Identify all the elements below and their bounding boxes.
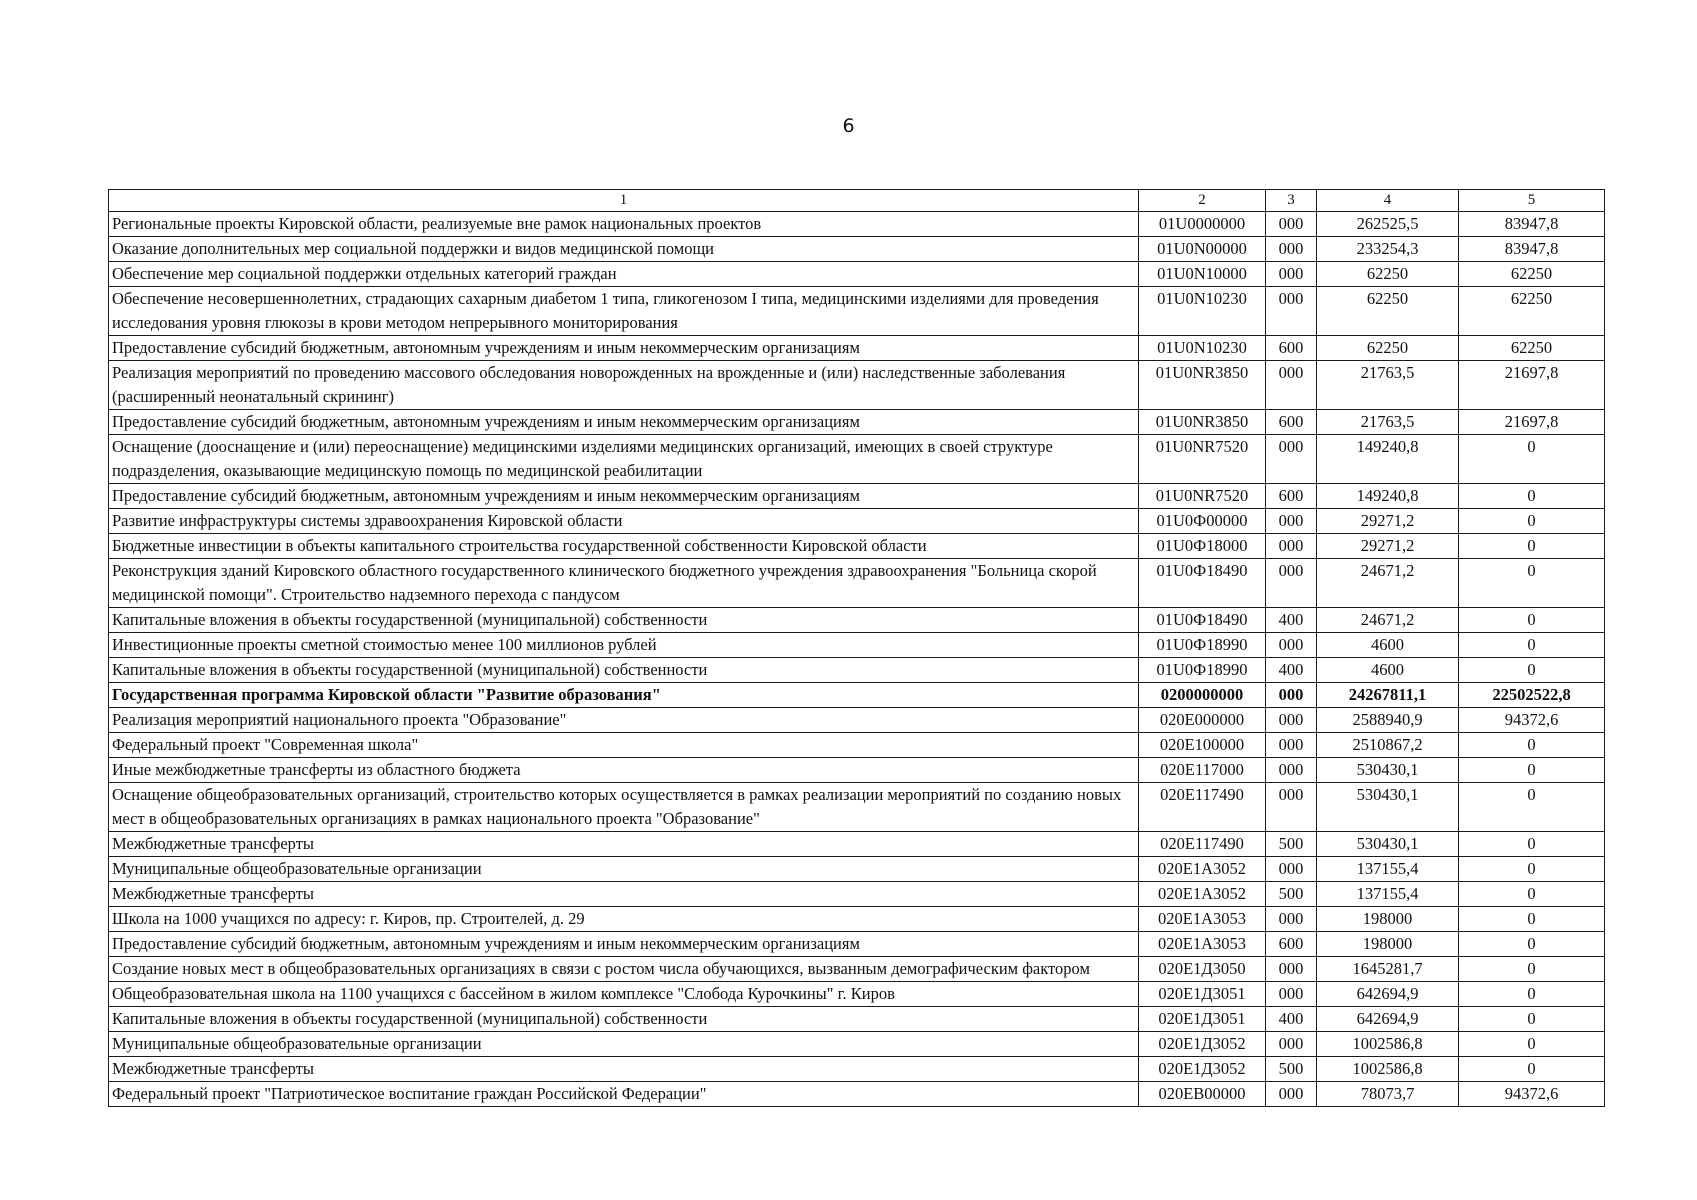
row-name-cell: Капитальные вложения в объекты государственной (муниципальной) собственности: [109, 658, 1139, 683]
row-code-cell: 020E000000: [1139, 708, 1266, 733]
row-type-cell: 000: [1266, 783, 1317, 832]
table-row: [109, 982, 1605, 1007]
row-type-cell: 400: [1266, 658, 1317, 683]
row-value-2-cell: 0: [1459, 534, 1605, 559]
row-code-cell: 020E1A3052: [1139, 857, 1266, 882]
row-value-2-cell: 0: [1459, 733, 1605, 758]
row-value-1-cell: 233254,3: [1317, 237, 1459, 262]
row-type-cell: 000: [1266, 683, 1317, 708]
table-row: [109, 435, 1605, 484]
row-name-cell: Обеспечение мер социальной поддержки отдельных категорий граждан: [109, 262, 1139, 287]
page-number: 6: [842, 115, 855, 137]
row-name-cell: Государственная программа Кировской области "Развитие образования": [109, 683, 1139, 708]
table-row: [109, 484, 1605, 509]
row-value-2-cell: 22502522,8: [1459, 683, 1605, 708]
row-value-1-cell: 21763,5: [1317, 361, 1459, 410]
row-value-2-cell: 21697,8: [1459, 361, 1605, 410]
row-value-1-cell: 21763,5: [1317, 410, 1459, 435]
row-value-1-cell: 4600: [1317, 658, 1459, 683]
row-code-cell: 01U0NR3850: [1139, 410, 1266, 435]
row-value-2-cell: 0: [1459, 608, 1605, 633]
row-type-cell: 600: [1266, 336, 1317, 361]
row-value-2-cell: 0: [1459, 957, 1605, 982]
row-type-cell: 000: [1266, 237, 1317, 262]
row-name-cell: Оснащение (дооснащение и (или) переоснащение) медицинскими изделиями медицинских организаций, имеющих в своей структуре подразделения, оказывающие медицинскую помощь по медицинской реабилитации: [109, 435, 1139, 484]
row-value-2-cell: 0: [1459, 783, 1605, 832]
row-code-cell: 0200000000: [1139, 683, 1266, 708]
table-row: [109, 783, 1605, 832]
row-value-1-cell: 78073,7: [1317, 1082, 1459, 1107]
row-code-cell: 01U0Ф18990: [1139, 658, 1266, 683]
row-type-cell: 000: [1266, 534, 1317, 559]
row-code-cell: 01U0000000: [1139, 212, 1266, 237]
row-value-1-cell: 24267811,1: [1317, 683, 1459, 708]
row-value-2-cell: 0: [1459, 509, 1605, 534]
row-type-cell: 000: [1266, 708, 1317, 733]
table-row: [109, 559, 1605, 608]
row-name-cell: Общеобразовательная школа на 1100 учащихся с бассейном в жилом комплексе "Слобода Курочкины" г. Киров: [109, 982, 1139, 1007]
row-code-cell: 01U0N00000: [1139, 237, 1266, 262]
row-name-cell: Капитальные вложения в объекты государственной (муниципальной) собственности: [109, 608, 1139, 633]
row-type-cell: 000: [1266, 857, 1317, 882]
row-value-1-cell: 642694,9: [1317, 1007, 1459, 1032]
row-value-2-cell: 0: [1459, 1007, 1605, 1032]
row-name-cell: Предоставление субсидий бюджетным, автономным учреждениям и иным некоммерческим организациям: [109, 336, 1139, 361]
row-name-cell: Муниципальные общеобразовательные организации: [109, 857, 1139, 882]
header-row: [109, 190, 1605, 212]
row-name-cell: Предоставление субсидий бюджетным, автономным учреждениям и иным некоммерческим организациям: [109, 932, 1139, 957]
row-type-cell: 000: [1266, 733, 1317, 758]
row-name-cell: Инвестиционные проекты сметной стоимостью менее 100 миллионов рублей: [109, 633, 1139, 658]
row-name-cell: Предоставление субсидий бюджетным, автономным учреждениям и иным некоммерческим организациям: [109, 484, 1139, 509]
row-type-cell: 000: [1266, 212, 1317, 237]
row-value-1-cell: 1002586,8: [1317, 1032, 1459, 1057]
row-name-cell: Создание новых мест в общеобразовательных организациях в связи с ростом числа обучающихся, вызванным демографическим фактором: [109, 957, 1139, 982]
row-type-cell: 000: [1266, 982, 1317, 1007]
table-row: [109, 1032, 1605, 1057]
table-row: [109, 758, 1605, 783]
row-value-2-cell: 0: [1459, 882, 1605, 907]
table-row: [109, 608, 1605, 633]
row-type-cell: 000: [1266, 509, 1317, 534]
table-row: [109, 907, 1605, 932]
row-value-1-cell: 1002586,8: [1317, 1057, 1459, 1082]
row-code-cell: 01U0N10230: [1139, 287, 1266, 336]
row-value-2-cell: 0: [1459, 1057, 1605, 1082]
table-row: [109, 658, 1605, 683]
column-header-2: 2: [1139, 190, 1266, 212]
table-row: [109, 1082, 1605, 1107]
row-type-cell: 400: [1266, 1007, 1317, 1032]
row-type-cell: 600: [1266, 932, 1317, 957]
table-row: [109, 262, 1605, 287]
row-name-cell: Реконструкция зданий Кировского областного государственного клинического бюджетного учреждения здравоохранения "Больница скорой медицинской помощи". Строительство надземного перехода с пандусом: [109, 559, 1139, 608]
row-type-cell: 000: [1266, 1082, 1317, 1107]
row-value-1-cell: 29271,2: [1317, 509, 1459, 534]
row-code-cell: 020E100000: [1139, 733, 1266, 758]
row-value-1-cell: 198000: [1317, 932, 1459, 957]
row-value-1-cell: 1645281,7: [1317, 957, 1459, 982]
row-value-1-cell: 2588940,9: [1317, 708, 1459, 733]
table-row: [109, 882, 1605, 907]
row-code-cell: 020E1Д3052: [1139, 1032, 1266, 1057]
column-header-3: 3: [1266, 190, 1317, 212]
row-name-cell: Предоставление субсидий бюджетным, автономным учреждениям и иным некоммерческим организациям: [109, 410, 1139, 435]
row-name-cell: Муниципальные общеобразовательные организации: [109, 1032, 1139, 1057]
table-row: [109, 857, 1605, 882]
row-value-1-cell: 149240,8: [1317, 435, 1459, 484]
table-row: [109, 534, 1605, 559]
row-type-cell: 400: [1266, 608, 1317, 633]
row-name-cell: Оказание дополнительных мер социальной поддержки и видов медицинской помощи: [109, 237, 1139, 262]
table-row: [109, 832, 1605, 857]
row-value-1-cell: 137155,4: [1317, 857, 1459, 882]
row-value-1-cell: 262525,5: [1317, 212, 1459, 237]
row-value-1-cell: 24671,2: [1317, 608, 1459, 633]
budget-table: [108, 189, 1605, 1107]
row-name-cell: Школа на 1000 учащихся по адресу: г. Киров, пр. Строителей, д. 29: [109, 907, 1139, 932]
row-name-cell: Межбюджетные трансферты: [109, 1057, 1139, 1082]
row-name-cell: Капитальные вложения в объекты государственной (муниципальной) собственности: [109, 1007, 1139, 1032]
row-value-2-cell: 0: [1459, 559, 1605, 608]
row-type-cell: 500: [1266, 1057, 1317, 1082]
row-value-2-cell: 0: [1459, 633, 1605, 658]
row-type-cell: 000: [1266, 287, 1317, 336]
row-type-cell: 000: [1266, 435, 1317, 484]
row-code-cell: 01U0N10230: [1139, 336, 1266, 361]
row-value-2-cell: 62250: [1459, 262, 1605, 287]
table-row: [109, 733, 1605, 758]
table-row: [109, 237, 1605, 262]
row-value-2-cell: 0: [1459, 484, 1605, 509]
row-type-cell: 000: [1266, 907, 1317, 932]
row-value-1-cell: 62250: [1317, 262, 1459, 287]
row-code-cell: 01U0NR3850: [1139, 361, 1266, 410]
table-row: [109, 212, 1605, 237]
row-code-cell: 020E117490: [1139, 783, 1266, 832]
row-type-cell: 000: [1266, 262, 1317, 287]
row-value-1-cell: 137155,4: [1317, 882, 1459, 907]
column-header-5: 5: [1459, 190, 1605, 212]
row-name-cell: Федеральный проект "Современная школа": [109, 733, 1139, 758]
row-name-cell: Межбюджетные трансферты: [109, 882, 1139, 907]
row-value-1-cell: 24671,2: [1317, 559, 1459, 608]
row-value-2-cell: 0: [1459, 1032, 1605, 1057]
row-code-cell: 020EB00000: [1139, 1082, 1266, 1107]
row-name-cell: Федеральный проект "Патриотическое воспитание граждан Российской Федерации": [109, 1082, 1139, 1107]
table-row: [109, 1007, 1605, 1032]
row-type-cell: 000: [1266, 758, 1317, 783]
table-row: [109, 708, 1605, 733]
row-name-cell: Реализация мероприятий по проведению массового обследования новорожденных на врожденные и (или) наследственные заболевания (расширенный неонатальный скрининг): [109, 361, 1139, 410]
row-name-cell: Оснащение общеобразовательных организаций, строительство которых осуществляется в рамках реализации мероприятий по созданию новых мест в общеобразовательных организациях в рамках национального проекта "Образование": [109, 783, 1139, 832]
row-type-cell: 000: [1266, 1032, 1317, 1057]
row-value-1-cell: 149240,8: [1317, 484, 1459, 509]
row-type-cell: 500: [1266, 832, 1317, 857]
row-value-2-cell: 62250: [1459, 336, 1605, 361]
row-value-2-cell: 0: [1459, 932, 1605, 957]
table-body: [109, 212, 1605, 1107]
row-value-2-cell: 94372,6: [1459, 1082, 1605, 1107]
row-name-cell: Развитие инфраструктуры системы здравоохранения Кировской области: [109, 509, 1139, 534]
table-row: [109, 932, 1605, 957]
row-code-cell: 020E1A3053: [1139, 932, 1266, 957]
row-code-cell: 020E1Д3051: [1139, 1007, 1266, 1032]
table-row: [109, 361, 1605, 410]
row-code-cell: 01U0Ф18990: [1139, 633, 1266, 658]
row-name-cell: Региональные проекты Кировской области, реализуемые вне рамок национальных проектов: [109, 212, 1139, 237]
row-value-2-cell: 0: [1459, 758, 1605, 783]
row-code-cell: 01U0N10000: [1139, 262, 1266, 287]
table-row: [109, 287, 1605, 336]
table-row: [109, 410, 1605, 435]
row-code-cell: 01U0NR7520: [1139, 435, 1266, 484]
row-type-cell: 000: [1266, 633, 1317, 658]
row-value-1-cell: 62250: [1317, 336, 1459, 361]
table-row: [109, 336, 1605, 361]
row-value-1-cell: 4600: [1317, 633, 1459, 658]
row-value-1-cell: 62250: [1317, 287, 1459, 336]
row-value-1-cell: 642694,9: [1317, 982, 1459, 1007]
row-value-2-cell: 62250: [1459, 287, 1605, 336]
column-header-1: 1: [109, 190, 1139, 212]
row-code-cell: 01U0Ф18490: [1139, 559, 1266, 608]
row-value-1-cell: 29271,2: [1317, 534, 1459, 559]
table-row: [109, 683, 1605, 708]
row-type-cell: 000: [1266, 559, 1317, 608]
row-name-cell: Реализация мероприятий национального проекта "Образование": [109, 708, 1139, 733]
row-type-cell: 000: [1266, 361, 1317, 410]
table-row: [109, 509, 1605, 534]
row-code-cell: 020E1A3052: [1139, 882, 1266, 907]
row-code-cell: 020E1Д3052: [1139, 1057, 1266, 1082]
table-row: [109, 633, 1605, 658]
row-code-cell: 020E1A3053: [1139, 907, 1266, 932]
row-code-cell: 020E117490: [1139, 832, 1266, 857]
row-value-1-cell: 530430,1: [1317, 783, 1459, 832]
row-value-2-cell: 83947,8: [1459, 237, 1605, 262]
row-value-2-cell: 0: [1459, 658, 1605, 683]
table-row: [109, 957, 1605, 982]
row-type-cell: 000: [1266, 957, 1317, 982]
row-name-cell: Бюджетные инвестиции в объекты капитального строительства государственной собственности Кировской области: [109, 534, 1139, 559]
row-value-2-cell: 0: [1459, 832, 1605, 857]
row-value-2-cell: 21697,8: [1459, 410, 1605, 435]
row-code-cell: 01U0Ф00000: [1139, 509, 1266, 534]
row-name-cell: Иные межбюджетные трансферты из областного бюджета: [109, 758, 1139, 783]
row-type-cell: 500: [1266, 882, 1317, 907]
row-code-cell: 01U0NR7520: [1139, 484, 1266, 509]
row-value-2-cell: 0: [1459, 907, 1605, 932]
row-value-1-cell: 530430,1: [1317, 758, 1459, 783]
row-value-1-cell: 2510867,2: [1317, 733, 1459, 758]
row-type-cell: 600: [1266, 484, 1317, 509]
column-header-4: 4: [1317, 190, 1459, 212]
row-value-2-cell: 0: [1459, 982, 1605, 1007]
row-type-cell: 600: [1266, 410, 1317, 435]
row-code-cell: 020E1Д3050: [1139, 957, 1266, 982]
row-value-2-cell: 94372,6: [1459, 708, 1605, 733]
row-code-cell: 01U0Ф18490: [1139, 608, 1266, 633]
row-code-cell: 020E117000: [1139, 758, 1266, 783]
row-value-2-cell: 83947,8: [1459, 212, 1605, 237]
row-name-cell: Обеспечение несовершеннолетних, страдающих сахарным диабетом 1 типа, гликогенозом I типа, медицинскими изделиями для проведения исследования уровня глюкозы в крови методом непрерывного мониторирования: [109, 287, 1139, 336]
row-value-2-cell: 0: [1459, 435, 1605, 484]
row-code-cell: 01U0Ф18000: [1139, 534, 1266, 559]
row-value-2-cell: 0: [1459, 857, 1605, 882]
row-value-1-cell: 530430,1: [1317, 832, 1459, 857]
row-name-cell: Межбюджетные трансферты: [109, 832, 1139, 857]
table-row: [109, 1057, 1605, 1082]
row-code-cell: 020E1Д3051: [1139, 982, 1266, 1007]
row-value-1-cell: 198000: [1317, 907, 1459, 932]
